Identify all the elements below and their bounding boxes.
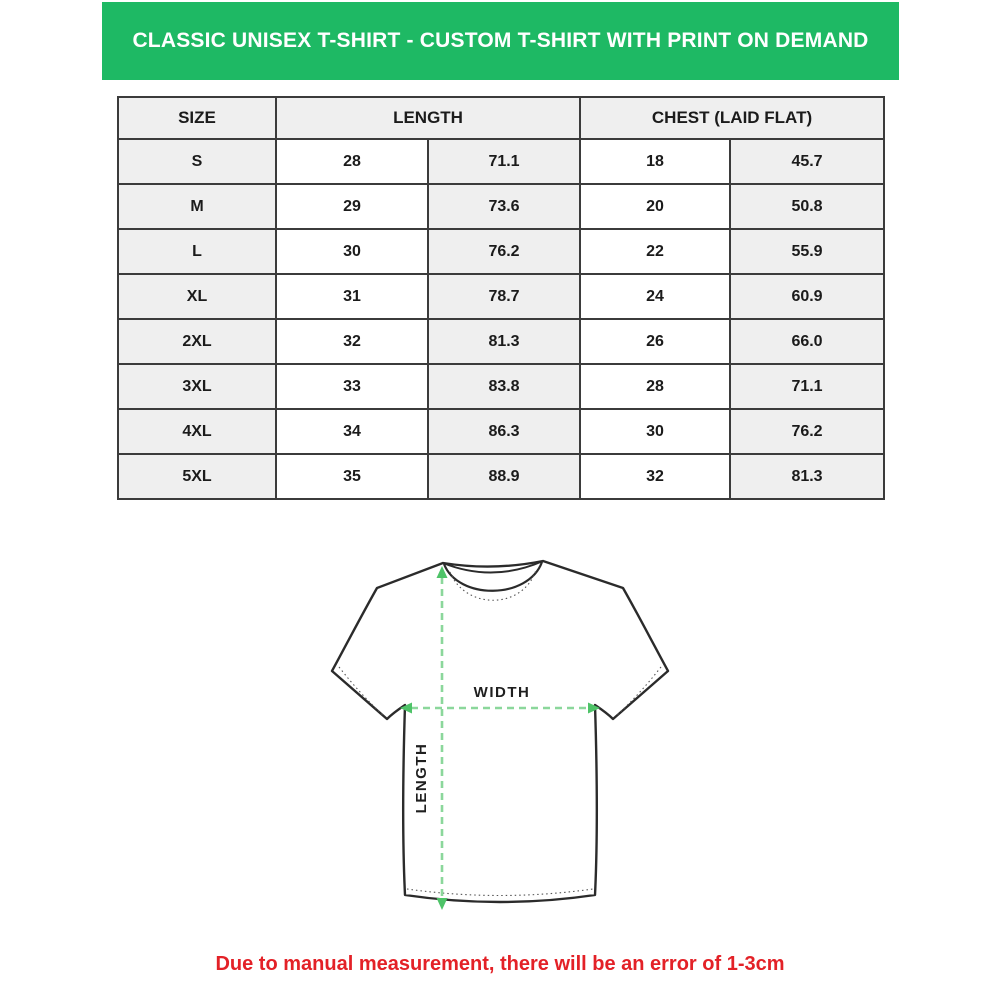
- size-cell: S: [118, 139, 276, 184]
- chest-in-cell: 22: [580, 229, 730, 274]
- size-table: [117, 96, 885, 500]
- size-table-container: [117, 96, 883, 500]
- chest-cm-cell: 76.2: [730, 409, 884, 454]
- length-in-cell: 30: [276, 229, 428, 274]
- length-cm-cell: 71.1: [428, 139, 580, 184]
- table-row: [118, 454, 884, 499]
- table-row: [118, 364, 884, 409]
- column-header-chest: CHEST (LAID FLAT): [580, 97, 884, 139]
- size-cell: XL: [118, 274, 276, 319]
- chest-cm-cell: 50.8: [730, 184, 884, 229]
- length-in-cell: 34: [276, 409, 428, 454]
- tshirt-outline: [332, 561, 668, 902]
- size-cell: 4XL: [118, 409, 276, 454]
- chest-cm-cell: 71.1: [730, 364, 884, 409]
- length-in-cell: 28: [276, 139, 428, 184]
- length-in-cell: 32: [276, 319, 428, 364]
- chest-in-cell: 24: [580, 274, 730, 319]
- chest-cm-cell: 81.3: [730, 454, 884, 499]
- title-banner: [102, 2, 899, 80]
- width-label: WIDTH: [473, 684, 531, 701]
- length-cm-cell: 83.8: [428, 364, 580, 409]
- length-cm-cell: 76.2: [428, 229, 580, 274]
- table-row: [118, 229, 884, 274]
- column-header-size: SIZE: [118, 97, 276, 139]
- size-cell: L: [118, 229, 276, 274]
- chest-in-cell: 20: [580, 184, 730, 229]
- size-cell: 5XL: [118, 454, 276, 499]
- table-row: [118, 319, 884, 364]
- size-table-header-row: [118, 97, 884, 139]
- size-cell: 3XL: [118, 364, 276, 409]
- size-cell: M: [118, 184, 276, 229]
- length-cm-cell: 81.3: [428, 319, 580, 364]
- size-table-body: [118, 139, 884, 499]
- chest-in-cell: 32: [580, 454, 730, 499]
- chest-in-cell: 18: [580, 139, 730, 184]
- chest-in-cell: 28: [580, 364, 730, 409]
- length-in-cell: 33: [276, 364, 428, 409]
- tshirt-diagram: [325, 553, 675, 921]
- length-in-cell: 29: [276, 184, 428, 229]
- length-in-cell: 35: [276, 454, 428, 499]
- length-cm-cell: 86.3: [428, 409, 580, 454]
- table-row: [118, 409, 884, 454]
- length-label: LENGTH: [413, 742, 430, 814]
- table-row: [118, 139, 884, 184]
- chest-cm-cell: 60.9: [730, 274, 884, 319]
- length-cm-cell: 73.6: [428, 184, 580, 229]
- chest-in-cell: 26: [580, 319, 730, 364]
- chest-cm-cell: 66.0: [730, 319, 884, 364]
- length-cm-cell: 88.9: [428, 454, 580, 499]
- column-header-length: LENGTH: [276, 97, 580, 139]
- table-row: [118, 184, 884, 229]
- chest-cm-cell: 45.7: [730, 139, 884, 184]
- chest-cm-cell: 55.9: [730, 229, 884, 274]
- measurement-disclaimer: [0, 953, 1000, 976]
- page-title: CLASSIC UNISEX T-SHIRT - CUSTOM T-SHIRT WITH PRINT ON DEMAND: [132, 29, 869, 52]
- length-cm-cell: 78.7: [428, 274, 580, 319]
- disclaimer-text: Due to manual measurement, there will be an error of 1-3cm: [215, 953, 785, 975]
- table-row: [118, 274, 884, 319]
- length-in-cell: 31: [276, 274, 428, 319]
- chest-in-cell: 30: [580, 409, 730, 454]
- size-cell: 2XL: [118, 319, 276, 364]
